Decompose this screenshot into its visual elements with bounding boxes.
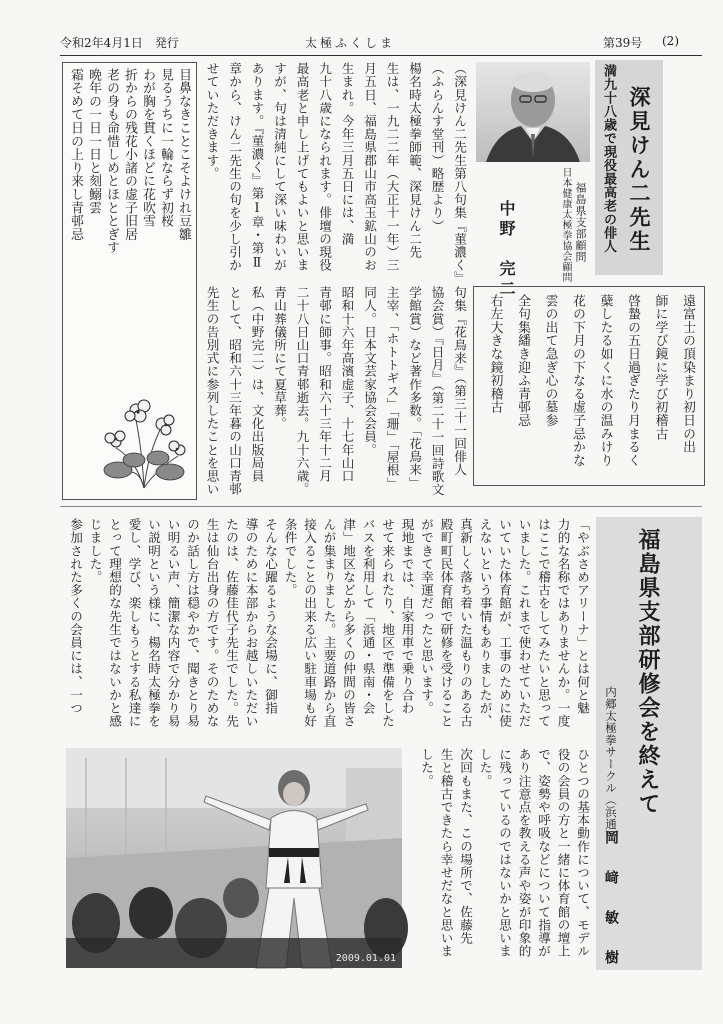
- text-line: 昭和十六年高濱虚子、十七年山口: [339, 286, 355, 483]
- haiku: 右左大きな鏡初稽古: [487, 294, 503, 414]
- text-line: 「やぶさめアリーナ」とは何と魅: [575, 518, 590, 715]
- text-line: 条件でした。: [282, 518, 298, 597]
- bio-column-upper: [200, 62, 470, 285]
- text-line: した。: [477, 748, 493, 788]
- photo-timestamp: 2009.01.01: [335, 953, 396, 964]
- text-line: 九十八歳になられます。俳壇の現役: [317, 62, 332, 272]
- haiku: 啓蟄の五日過ぎたり月まるく: [625, 294, 640, 467]
- violet-flower-illustration: [96, 360, 192, 490]
- text-line: 主宰、「ホトトギス」「珊」「屋根」: [384, 286, 400, 490]
- text-line: ができて幸運だったと思います。: [419, 518, 434, 715]
- text-line: 最高老と申し上げてもよいと思いま: [294, 62, 310, 272]
- bio-column-lower: [200, 286, 470, 496]
- haiku: 遠富士の頂染まり初日の出: [680, 294, 695, 454]
- text-line: 役の会員の方と一緒に体育館の壇上: [555, 748, 571, 958]
- header-rule: [60, 55, 702, 56]
- text-line: 次回もまた、この場所で、佐藤先: [458, 748, 473, 945]
- text-line: 接入ることの出来る広い駐車場も好: [302, 518, 317, 728]
- text-line: 楊名時太極拳師範、深見けん二先: [407, 62, 422, 259]
- text-line: ひとつの基本動作について、モデル: [575, 748, 590, 958]
- text-line: すが、句は清純にして深い味わいが: [272, 62, 287, 272]
- text-line: 力的な名称ではありませんか。一度: [555, 518, 571, 728]
- text-line: 月五日、福島県郡山市高玉鉱山のお: [362, 62, 377, 272]
- text-line: （ふらんす堂刊）略歴より）: [429, 62, 445, 233]
- text-line: 現地までは、自家用車で乗り合わ: [399, 518, 415, 715]
- text-line: 私（中野完二）は、文化出版局員: [249, 286, 265, 483]
- text-line: 生と稽古できたら幸せだなと思いま: [438, 748, 454, 958]
- text-line: じました。: [87, 518, 103, 584]
- headline-main: 深見けん二先生: [627, 86, 652, 254]
- haiku: 蘖したる如くに水の温みけり: [597, 294, 613, 467]
- text-line: あります。『菫濃く』第Ⅰ章・第Ⅱ: [249, 62, 265, 271]
- page-number: (2): [662, 34, 679, 48]
- text-line: 句集『花鳥来』（第三十一回俳人: [452, 286, 467, 477]
- author-title-2: 福島県支部顧問: [574, 182, 587, 263]
- haiku: 霜そめて日の上り来し青邨忌: [68, 68, 83, 241]
- text-line: えないという事情もありましたが、: [477, 518, 493, 728]
- text-line: とって理想的な先生ではないかと感: [107, 518, 122, 728]
- text-line: せていただきます。: [204, 62, 220, 180]
- text-line: のか話し方は穏やかで、聞きとり易: [185, 518, 200, 728]
- text-line: 同人。日本文芸家協会会員。: [362, 286, 377, 457]
- text-line: （深見けん二先生第八句集『菫濃く』: [452, 62, 467, 285]
- text-line: いました。これまで使わせていただ: [516, 518, 532, 728]
- haiku: 折からの残花小諸の虚子旧居: [122, 68, 137, 241]
- text-line: 青邨に師事。昭和六十三年十二月: [317, 286, 332, 483]
- author-name: 中野 完二: [497, 200, 516, 300]
- haiku: 目鼻なきことこそよけれ豆雛: [176, 68, 191, 241]
- headline-sub: 満九十八歳で現役最高老の俳人: [601, 64, 616, 253]
- text-line: 二十八日山口青邨逝去。九十六歳。: [294, 286, 310, 496]
- text-line: 真新しく落ち着いた温もりのある古: [458, 518, 473, 728]
- text-line: い明るい声、簡潔な内容で分かり易: [165, 518, 181, 728]
- text-line: した。: [419, 748, 434, 788]
- issue-date: 令和2年4月1日 発行: [60, 36, 179, 50]
- newsletter-title: 太極ふくしま: [305, 36, 396, 50]
- haiku: 花の下月の下なる虚子忌かな: [570, 294, 585, 467]
- text-line: 生は、一九二二年（大正十一年）三: [384, 62, 400, 272]
- text-line: に残っているのではないかと思いま: [497, 748, 512, 958]
- text-line: いていた体育館が、工事のために使: [497, 518, 512, 728]
- text-line: バスを利用して「浜通・県南・会: [360, 518, 376, 715]
- text-line: せて来られたり、地区で準備をした: [380, 518, 395, 728]
- text-line: 参加された多くの会員には、一つ: [68, 518, 83, 715]
- text-line: 協会賞）『日月』（第二十一回詩歌文: [429, 286, 445, 497]
- haiku: わが胸を貫くほどに花吹雪: [140, 68, 155, 228]
- text-line: 生は仙台出身の方です。そのためな: [204, 518, 220, 728]
- report-affiliation: 内郷太極拳サークル（浜通）: [604, 686, 618, 842]
- text-line: 章から、けん二先生の句を少し引か: [227, 62, 242, 272]
- report-author: 岡 﨑 敏 樹: [603, 830, 619, 970]
- haiku: 晩年の一日一日と刻鰯雲: [86, 68, 101, 215]
- text-line: 先生の告別式に参列したことを思い: [204, 286, 220, 496]
- author-title-1: 日本健康太極拳協会顧問: [560, 167, 571, 283]
- text-line: んが集まりました。主要道路から直: [321, 518, 337, 728]
- text-line: 殿町町民体育館で研修を受けること: [438, 518, 454, 728]
- text-line: そんな心躍るような会場に、御指: [263, 518, 278, 715]
- text-line: として、昭和六十三年暮の山口青邨: [227, 286, 242, 496]
- text-line: 愛し、学び、楽しもうとする私達に: [126, 518, 142, 728]
- report-text-lower: [410, 748, 592, 964]
- section-divider: [60, 506, 702, 507]
- text-line: 津」地区などから多くの仲間の皆さ: [341, 518, 356, 728]
- text-line: 生まれ。今年三月五日には、満: [339, 62, 355, 246]
- haiku: 見るうちに一輪ならず初桜: [158, 68, 173, 228]
- text-line: い説明という様に、楊名時太極拳を: [146, 518, 161, 728]
- text-line: たのは、佐藤佳代子先生でした。先: [224, 518, 239, 728]
- haiku: 老の身も命惜しめとほととぎす: [104, 68, 119, 255]
- text-line: あり注意点を教える声や姿が印象的: [516, 748, 532, 958]
- haiku-list-left: [68, 68, 192, 278]
- report-title: 福島県支部研修会を終えて: [635, 528, 661, 816]
- haiku: 全句集繙き迎ふ青邨忌: [515, 294, 530, 427]
- haiku-list-right: [479, 294, 701, 478]
- author-portrait: [476, 62, 590, 162]
- page-header: [60, 34, 700, 54]
- text-line: 導のために本部からお越しいただい: [243, 518, 259, 728]
- text-line: 学館賞）など著作多数。「花鳥来」: [407, 286, 422, 490]
- text-line: で、姿勢や呼吸などについて指導が: [536, 748, 551, 958]
- text-line: 青山葬儀所にて夏草葬。: [272, 286, 287, 431]
- haiku: 雲の出て急ぎ心の墓参: [542, 294, 558, 427]
- haiku: 師に学び鏡に学び初稽古: [652, 294, 668, 441]
- issue-number: 第39号: [603, 36, 643, 50]
- report-text-upper: [60, 518, 592, 734]
- practice-photo: [66, 748, 402, 968]
- text-line: はここで稽古をしてみたいと思って: [536, 518, 551, 728]
